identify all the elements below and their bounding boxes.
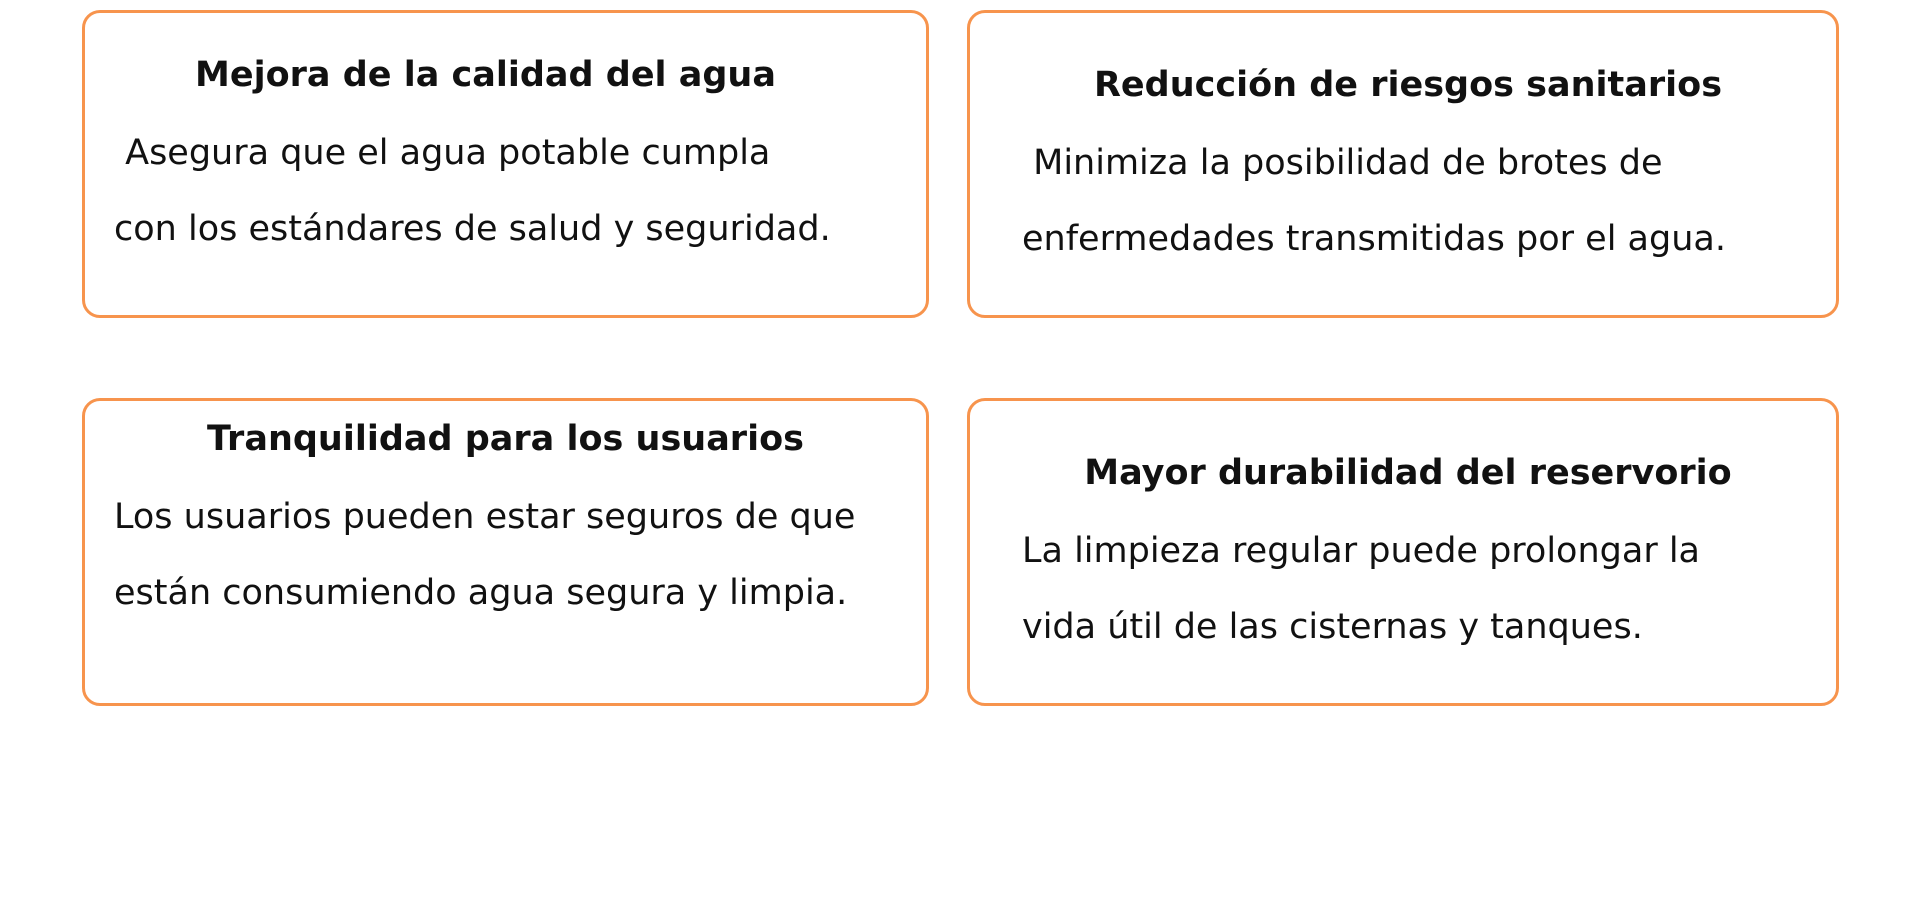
- card-text-line: Asegura que el agua potable cumpla: [114, 133, 771, 173]
- card-text-line: con los estándares de salud y seguridad.: [114, 209, 831, 249]
- benefit-card-user-peace-of-mind: [82, 398, 929, 706]
- card-text-line: La limpieza regular puede prolongar la: [1022, 531, 1701, 571]
- card-title: Reducción de riesgos sanitarios: [1093, 65, 1723, 105]
- benefit-card-reservoir-durability: [967, 398, 1839, 706]
- benefit-card-water-quality: [82, 10, 929, 318]
- benefit-card-health-risks: [967, 10, 1839, 318]
- card-text-line: Los usuarios pueden estar seguros de que: [114, 497, 856, 537]
- card-title: Mayor durabilidad del reservorio: [1084, 453, 1732, 493]
- card-text-line: vida útil de las cisternas y tanques.: [1022, 607, 1643, 647]
- card-title: Tranquilidad para los usuarios: [207, 419, 804, 459]
- card-text-line: están consumiendo agua segura y limpia.: [114, 573, 848, 613]
- card-text-line: Minimiza la posibilidad de brotes de: [1022, 143, 1663, 183]
- card-text-line: enfermedades transmitidas por el agua.: [1022, 219, 1726, 259]
- card-title: Mejora de la calidad del agua: [195, 55, 776, 95]
